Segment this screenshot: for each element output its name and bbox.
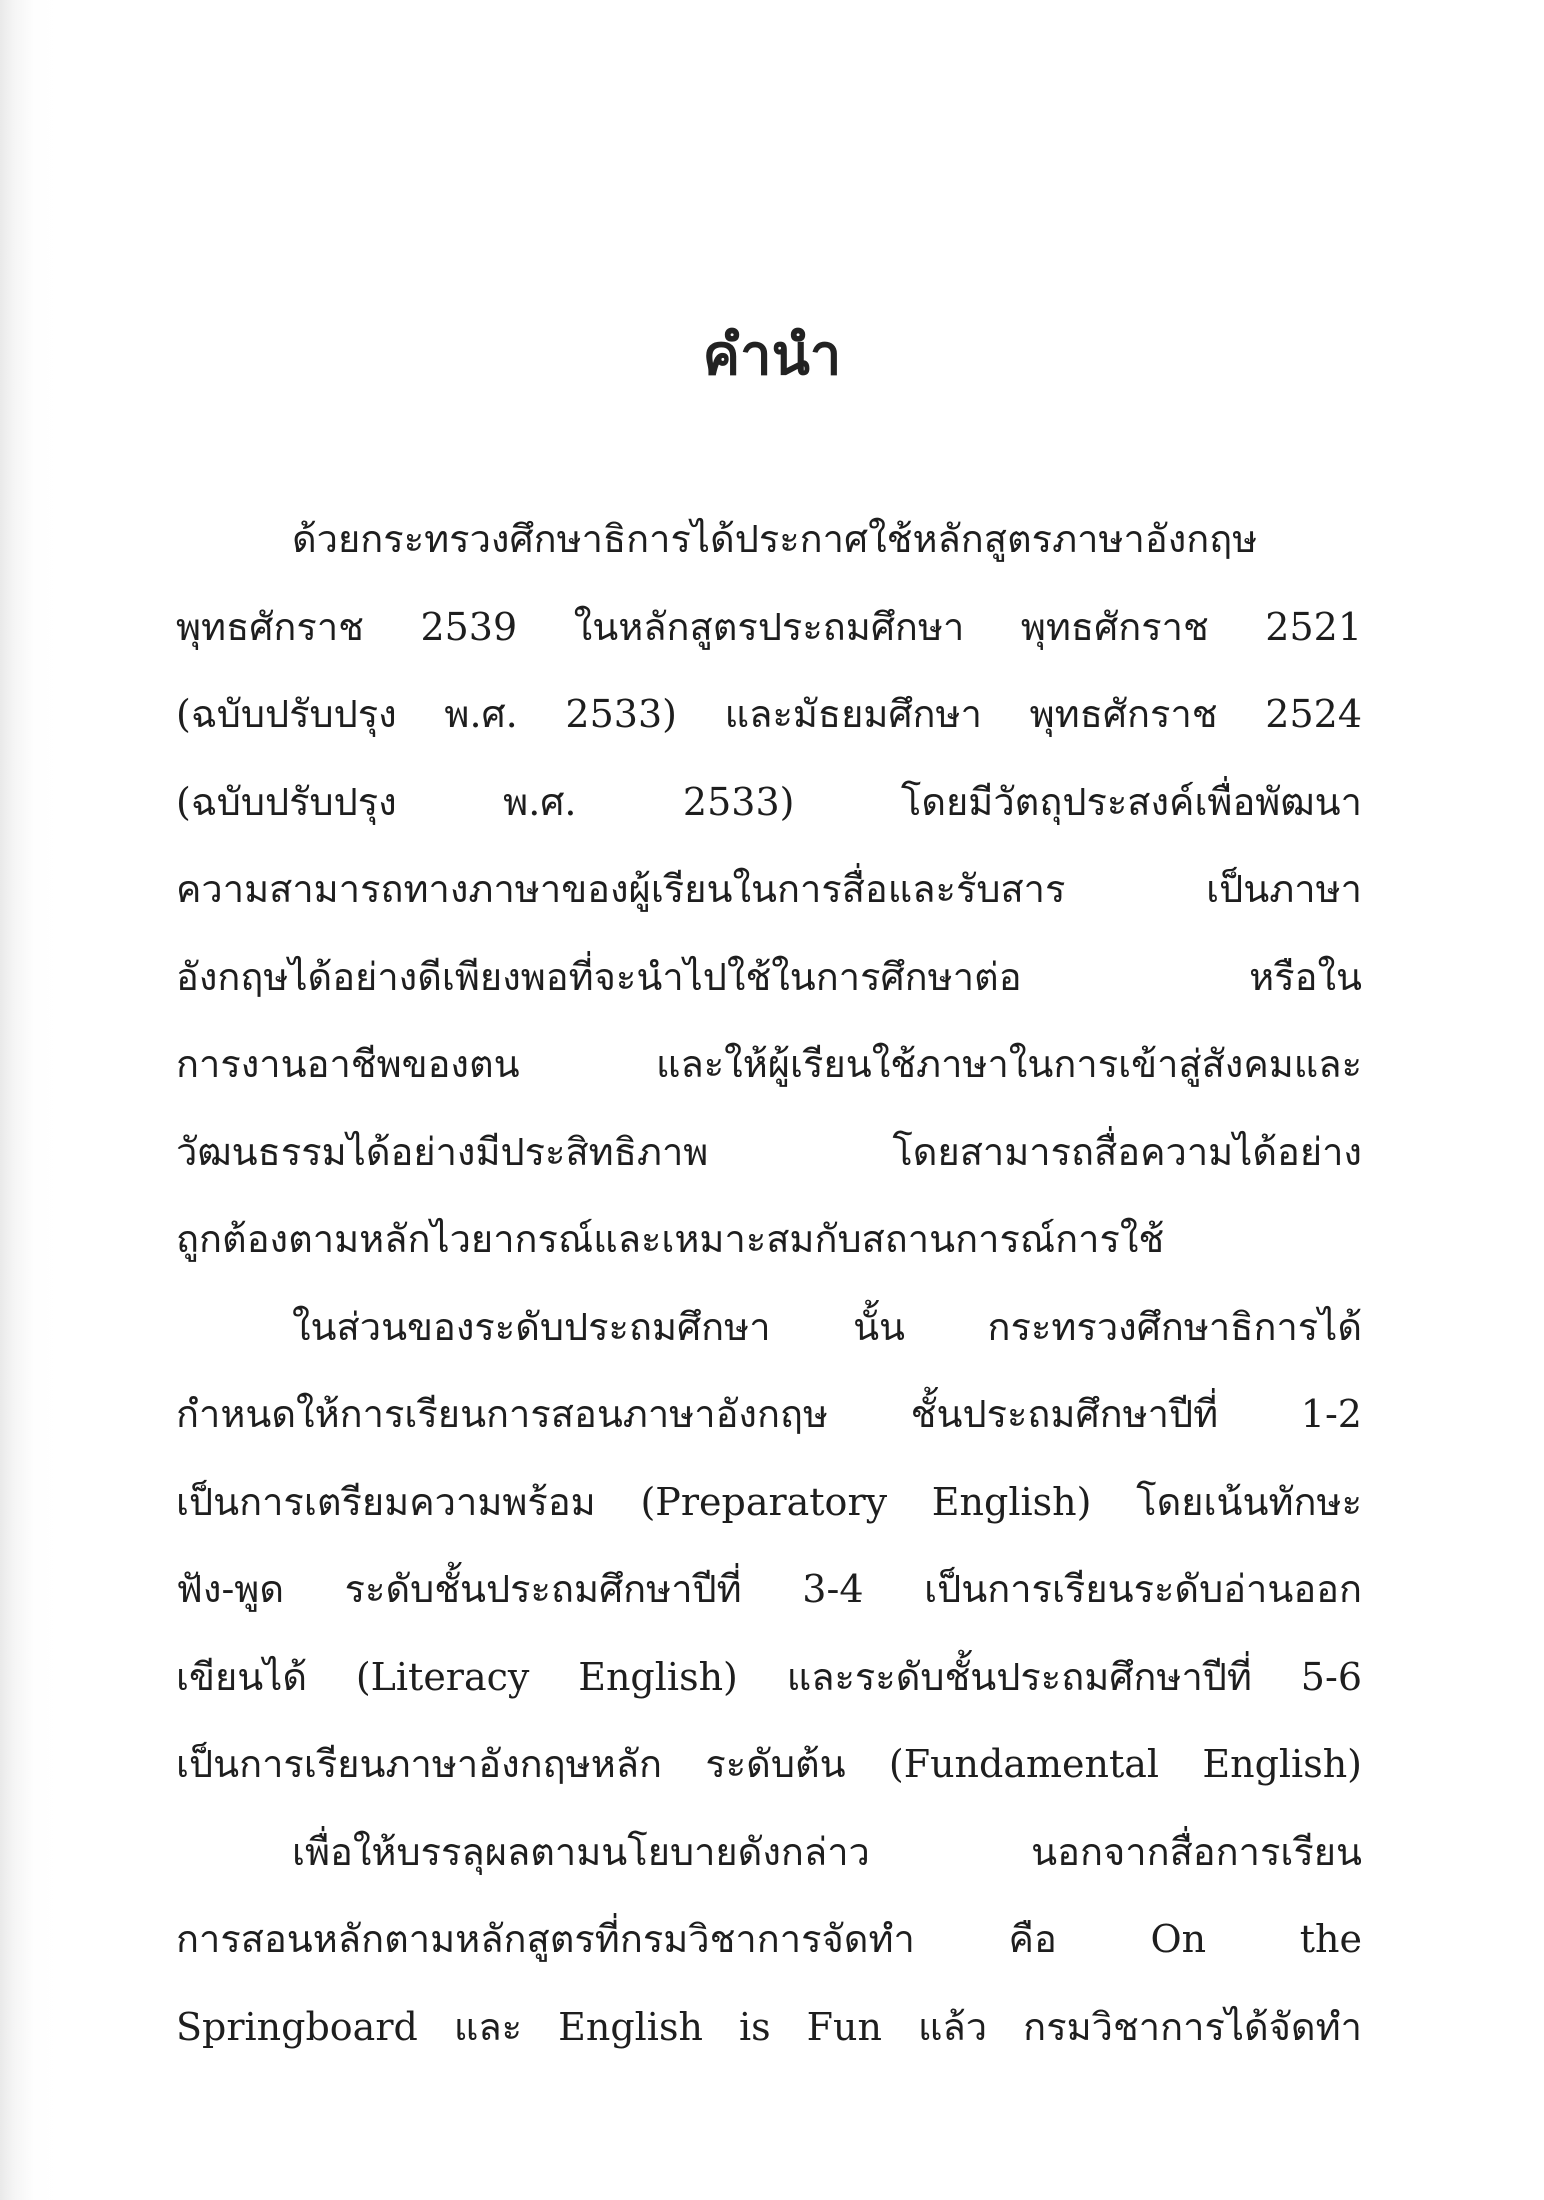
paragraph-1-line-9: ถูกต้องตามหลักไวยากรณ์และเหมาะสมกับสถานการณ์การใช้ xyxy=(176,1217,1165,1261)
paragraph-1-line-1: ด้วยกระทรวงศึกษาธิการได้ประกาศใช้หลักสูตรภาษาอังกฤษ xyxy=(292,517,1258,561)
paragraph-1-line-4: (ฉบับปรับปรุง พ.ศ. 2533) โดยมีวัตถุประสงค์เพื่อพัฒนา xyxy=(176,779,1362,824)
paragraph-1-line-5: ความสามารถทางภาษาของผู้เรียนในการสื่อและรับสาร เป็นภาษา xyxy=(176,867,1362,911)
paragraph-2-line-5: เขียนได้ (Literacy English) และระดับชั้นประถมศึกษาปีที่ 5-6 xyxy=(176,1654,1362,1699)
paragraph-1-line-3: (ฉบับปรับปรุง พ.ศ. 2533) และมัธยมศึกษา พุทธศักราช 2524 xyxy=(176,692,1362,736)
paragraph-2-line-4: ฟัง-พูด ระดับชั้นประถมศึกษาปีที่ 3-4 เป็นการเรียนระดับอ่านออก xyxy=(176,1567,1362,1611)
paragraph-2-line-3: เป็นการเตรียมความพร้อม (Preparatory English) โดยเน้นทักษะ xyxy=(176,1479,1362,1524)
document-body xyxy=(176,496,1362,2071)
paragraph-1-line-6: อังกฤษได้อย่างดีเพียงพอที่จะนำไปใช้ในการศึกษาต่อ หรือใน xyxy=(176,954,1362,999)
paragraph-2-line-1: ในส่วนของระดับประถมศึกษา นั้น กระทรวงศึกษาธิการได้ xyxy=(292,1304,1362,1349)
paragraph-3-line-1: เพื่อให้บรรลุผลตามนโยบายดังกล่าว นอกจากสื่อการเรียน xyxy=(292,1829,1362,1874)
paragraph-1-line-2: พุทธศักราช 2539 ในหลักสูตรประถมศึกษา พุทธศักราช 2521 xyxy=(176,604,1362,649)
paragraph-2-line-2: กำหนดให้การเรียนการสอนภาษาอังกฤษ ชั้นประถมศึกษาปีที่ 1-2 xyxy=(176,1392,1362,1436)
paragraph-3-line-3: Springboard และ English is Fun แล้ว กรมวิชาการได้จัดทำ xyxy=(176,2004,1362,2049)
paragraph-1-line-8: วัฒนธรรมได้อย่างมีประสิทธิภาพ โดยสามารถสื่อความได้อย่าง xyxy=(176,1129,1362,1174)
paragraph-3-line-2: การสอนหลักตามหลักสูตรที่กรมวิชาการจัดทำ คือ On the xyxy=(176,1917,1362,1961)
page-title: คำนำ xyxy=(702,322,842,388)
paragraph-2-line-6: เป็นการเรียนภาษาอังกฤษหลัก ระดับต้น (Fundamental English) xyxy=(176,1742,1362,1786)
paragraph-1-line-7: การงานอาชีพของตน และให้ผู้เรียนใช้ภาษาในการเข้าสู่สังคมและ xyxy=(176,1042,1362,1086)
